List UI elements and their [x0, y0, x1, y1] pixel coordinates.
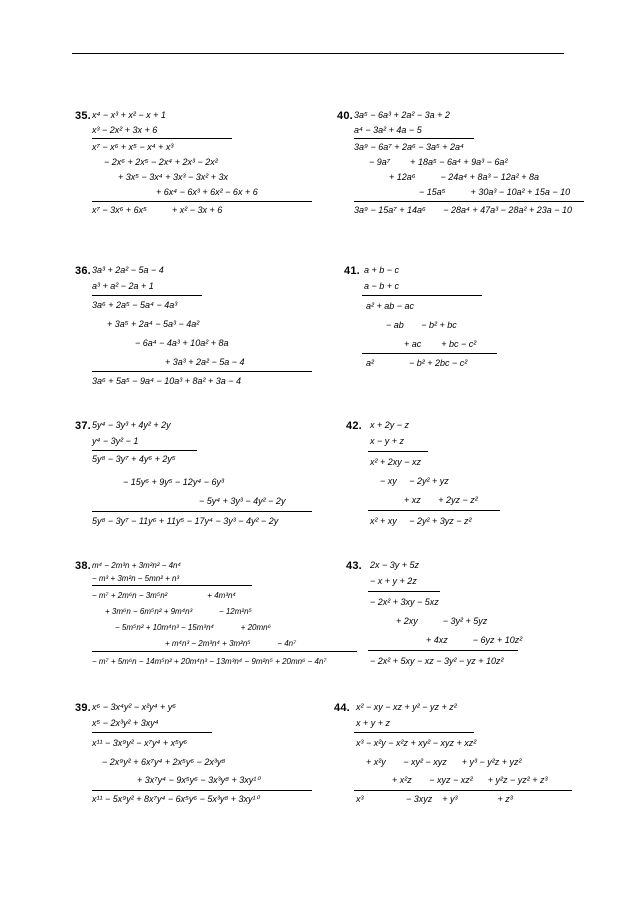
product: 3a⁹ − 15a⁷ + 14a⁶ − 28a⁴ + 47a³ − 28a² + 23a − 10: [354, 205, 572, 215]
rule: [368, 591, 440, 592]
problem-number: 37.: [75, 420, 91, 432]
product: x³ − 3xyz + y³ + z³: [356, 794, 513, 804]
rule: [92, 511, 312, 512]
rule: [92, 371, 312, 372]
multiplicand: x⁶ − 3x⁴y² − x²y⁴ + y⁶: [92, 702, 177, 712]
problem-35: [75, 110, 315, 250]
partial-product: − 2x² + 3xy − 5xz: [370, 597, 439, 607]
multiplier: x − y + z: [370, 436, 405, 446]
product: x¹¹ − 5x⁹y² + 8x⁷y⁴ − 6x⁵y⁶ − 5x³y⁸ + 3xy¹⁰: [92, 794, 260, 804]
problem-37: [75, 420, 315, 560]
problem-number: 41.: [344, 265, 360, 277]
partial-product: 3a⁹ − 6a⁷ + 2a⁶ − 3a⁵ + 2a⁴: [354, 142, 464, 152]
partial-product: x² + 2xy − xz: [370, 457, 422, 467]
product: − m⁷ + 5m⁶n − 14m⁵n² + 20m⁴n³ − 13m³n⁴ − 9m²n⁵ + 20mn⁶ − 4n⁷: [92, 657, 327, 666]
product: x⁷ − 3x⁶ + 6x⁵ + x² − 3x + 6: [92, 205, 223, 215]
multiplicand: x + 2y − z: [370, 420, 410, 430]
problem-number: 35.: [75, 110, 91, 122]
partial-product: − 2x⁹y² + 6x⁷y⁴ + 2x⁵y⁶ − 2x³y⁸: [102, 757, 226, 767]
product: 5y⁸ − 3y⁷ − 11y⁶ + 11y⁵ − 17y⁴ − 3y³ − 4y² − 2y: [92, 516, 279, 526]
partial-product: + 3x⁵ − 3x⁴ + 3x³ − 3x² + 3x: [118, 172, 228, 182]
partial-product: − ab − b² + bc: [386, 320, 457, 330]
rule: [362, 353, 497, 354]
rule: [92, 651, 357, 652]
rule: [354, 790, 572, 791]
multiplicand: 5y⁴ − 3y³ + 4y² + 2y: [92, 420, 171, 430]
rule: [368, 451, 428, 452]
partial-product: x¹¹ − 3x⁹y² − x⁷y⁴ + x⁵y⁶: [92, 738, 188, 748]
partial-product: a² + ab − ac: [366, 301, 415, 311]
partial-product: x³ − x²y − x²z + xy² − xyz + xz²: [356, 738, 477, 748]
rule: [92, 585, 252, 586]
partial-product: + x²y − xy² − xyz + y³ − y²z + yz²: [366, 757, 522, 767]
rule: [354, 732, 474, 733]
partial-product: + 2xy − 3y² + 5yz: [396, 616, 488, 626]
partial-product: + 6x⁴ − 6x³ + 6x² − 6x + 6: [156, 187, 258, 197]
rule: [354, 138, 474, 139]
multiplicand: 3a³ + 2a² − 5a − 4: [92, 265, 164, 275]
problem-number: 38.: [75, 560, 91, 572]
rule: [368, 510, 500, 511]
partial-product: − 5m⁵n² + 10m⁴n³ − 15m³n⁴ + 20mn⁶: [115, 623, 271, 632]
partial-product: + ac + bc − c²: [404, 339, 477, 349]
partial-product: − xy − 2y² + yz: [380, 476, 449, 486]
partial-product: 5y⁸ − 3y⁷ + 4y⁶ + 2y⁵: [92, 454, 176, 464]
problem-41: [344, 265, 584, 405]
partial-product: + 3m⁶n − 6m⁵n² + 9m⁴n³ − 12m²n⁵: [105, 607, 252, 616]
multiplier: a − b + c: [364, 281, 400, 291]
multiplier: x⁵ − 2x³y² + 3xy⁴: [92, 718, 159, 728]
partial-product: + 3a³ + 2a² − 5a − 4: [165, 357, 245, 367]
problem-number: 39.: [75, 702, 91, 714]
multiplicand: x² − xy − xz + y² − yz + z²: [356, 702, 457, 712]
rule: [368, 650, 518, 651]
partial-product: − 2x⁶ + 2x⁵ − 2x⁴ + 2x³ − 2x²: [104, 157, 218, 167]
rule: [92, 295, 202, 296]
multiplier: − m³ + 3m²n − 5mn² + n³: [92, 574, 180, 583]
multiplicand: 3a⁵ − 6a³ + 2a² − 3a + 2: [354, 110, 450, 120]
rule: [362, 295, 482, 296]
multiplier: x³ − 2x² + 3x + 6: [92, 125, 158, 135]
partial-product: − m⁷ + 2m⁶n − 3m⁵n² + 4m³n⁴: [92, 591, 236, 600]
problem-number: 40.: [337, 110, 353, 122]
product: 3a⁶ + 5a⁵ − 9a⁴ − 10a³ + 8a² + 3a − 4: [92, 376, 242, 386]
partial-product: − 15y⁶ + 9y⁵ − 12y⁴ − 6y³: [123, 477, 224, 487]
product: − 2x² + 5xy − xz − 3y² − yz + 10z²: [370, 656, 504, 666]
partial-product: + x²z − xyz − xz² + y²z − yz² + z³: [392, 775, 548, 785]
problem-39: [75, 702, 315, 842]
top-rule: [72, 53, 564, 54]
partial-product: + 4xz − 6yz + 10z²: [426, 635, 523, 645]
problem-38: [75, 560, 327, 700]
partial-product: + 3a⁵ + 2a⁴ − 5a³ − 4a²: [107, 319, 200, 329]
multiplicand: 2x − 3y + 5z: [370, 560, 420, 570]
partial-product: + 12a⁶ − 24a⁴ + 8a³ − 12a² + 8a: [389, 172, 539, 182]
rule: [92, 790, 312, 791]
multiplicand: a + b − c: [364, 265, 400, 275]
problem-number: 42.: [346, 420, 362, 432]
problem-number: 43.: [346, 560, 362, 572]
partial-product: − 15a⁵ + 30a³ − 10a² + 15a − 10: [419, 187, 571, 197]
multiplicand: m⁴ − 2m³n + 3m²n² − 4n⁴: [92, 561, 181, 570]
rule: [92, 201, 312, 202]
partial-product: + m⁴n³ − 2m³n⁴ + 3m²n⁵ − 4n⁷: [165, 639, 297, 648]
problem-43: [346, 560, 586, 700]
multiplier: x + y + z: [356, 718, 391, 728]
multiplier: a⁴ − 3a² + 4a − 5: [354, 125, 422, 135]
rule: [92, 450, 197, 451]
partial-product: − 6a⁴ − 4a³ + 10a² + 8a: [135, 338, 229, 348]
problem-number: 36.: [75, 265, 91, 277]
partial-product: + 3x⁷y⁴ − 9x⁵y⁶ − 3x³y⁸ + 3xy¹⁰: [137, 775, 260, 785]
problem-36: [75, 265, 315, 405]
partial-product: x⁷ − x⁶ + x⁵ − x⁴ + x³: [92, 142, 174, 152]
problem-42: [346, 420, 586, 560]
rule: [92, 138, 232, 139]
problem-44: [334, 702, 574, 842]
product: a² − b² + 2bc − c²: [366, 358, 468, 368]
multiplier: y⁴ − 3y² − 1: [92, 436, 139, 446]
rule: [354, 201, 584, 202]
multiplicand: x⁴ − x³ + x² − x + 1: [92, 110, 166, 120]
partial-product: − 5y⁴ + 3y³ − 4y² − 2y: [199, 496, 286, 506]
problem-40: [337, 110, 577, 250]
partial-product: + xz + 2yz − z²: [404, 495, 478, 505]
rule: [92, 732, 212, 733]
multiplier: a³ + a² − 2a + 1: [92, 281, 154, 291]
partial-product: 3a⁶ + 2a⁵ − 5a⁴ − 4a³: [92, 300, 178, 310]
product: x² + xy − 2y² + 3yz − z²: [370, 516, 472, 526]
problem-number: 44.: [334, 702, 350, 714]
partial-product: − 9a⁷ + 18a⁵ − 6a⁴ + 9a³ − 6a²: [369, 157, 508, 167]
multiplier: − x + y + 2z: [370, 576, 417, 586]
